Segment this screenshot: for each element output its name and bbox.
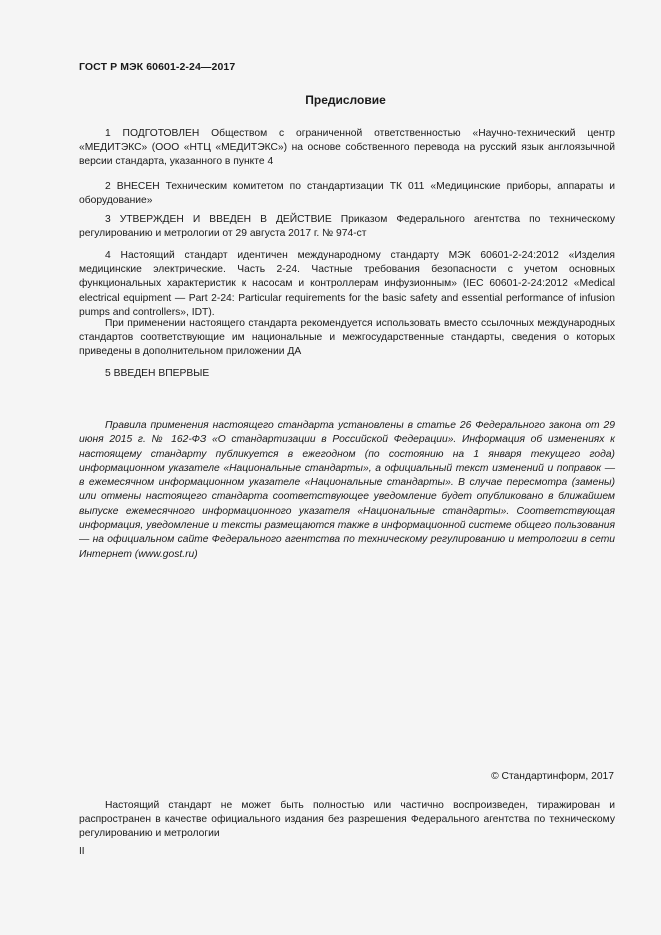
foreword-item-4: 4 Настоящий стандарт идентичен международному стандарту МЭК 60601-2-24:2012 «Изделия медицинские электрические. Часть 2-24. Частные требования безопасности с учетом основных функциональных характеристик к насосам и контроллерам инфузионным» (IEC 60601-2-24:2012 «Medical electrical equipment — Part 2-24: Particular requirements for the basic safety and essential performance of infusion pumps and controllers», IDT). (79, 250, 615, 318)
application-rules-notice: Правила применения настоящего стандарта установлены в статье 26 Федерального закона от 29 июня 2015 г. № 162-ФЗ «О стандартизации в Российской Федерации». Информация об изменениях к настоящему стандарту публикуется в ежегодном (по состоянию на 1 января текущего года) информационном указателе «Национальные стандарты», а официальный текст изменений и поправок — в ежемесячном информационном указателе «Национальные стандарты». В случае пересмотра (замены) или отмены настоящего стандарта соответствующее уведомление будет опубликовано в ближайшем выпуске ежемесячного информационного указателя «Национальные стандарты». Соответствующая информация, уведомление и тексты размещаются также в информационной системе общего пользования — на официальном сайте Федерального агентства по техническому регулированию и метрологии в сети Интернет (www.gost.ru) (79, 420, 615, 560)
foreword-item-5: 5 ВВЕДЕН ВПЕРВЫЕ (105, 368, 210, 379)
page-number: II (79, 846, 85, 857)
copyright-line: © Стандартинформ, 2017 (491, 771, 614, 782)
standard-code-header: ГОСТ Р МЭК 60601-2-24—2017 (79, 61, 236, 73)
foreword-item-1: 1 ПОДГОТОВЛЕН Обществом с ограниченной ответственностью «Научно-технический центр «МЕДИТЭКС» (ООО «НТЦ «МЕДИТЭКС») на основе собственного перевода на русский язык англоязычной версии стандарта, указанного в пункте 4 (79, 128, 615, 168)
page-title: Предисловие (305, 93, 386, 107)
reproduction-restriction-note: Настоящий стандарт не может быть полностью или частично воспроизведен, тиражирован и распространен в качестве официального издания без разрешения Федерального агентства по техническому регулированию и метрологии (79, 800, 615, 840)
foreword-item-3: 3 УТВЕРЖДЕН И ВВЕДЕН В ДЕЙСТВИЕ Приказом Федерального агентства по техническому регулированию и метрологии от 29 августа 2017 г. № 974-ст (79, 214, 615, 240)
foreword-item-2: 2 ВНЕСЕН Техническим комитетом по стандартизации ТК 011 «Медицинские приборы, аппараты и оборудование» (79, 181, 615, 207)
foreword-item-4-note: При применении настоящего стандарта рекомендуется использовать вместо ссылочных международных стандартов соответствующие им национальные и межгосударственные стандарты, сведения о которых приведены в дополнительном приложении ДА (79, 318, 615, 358)
